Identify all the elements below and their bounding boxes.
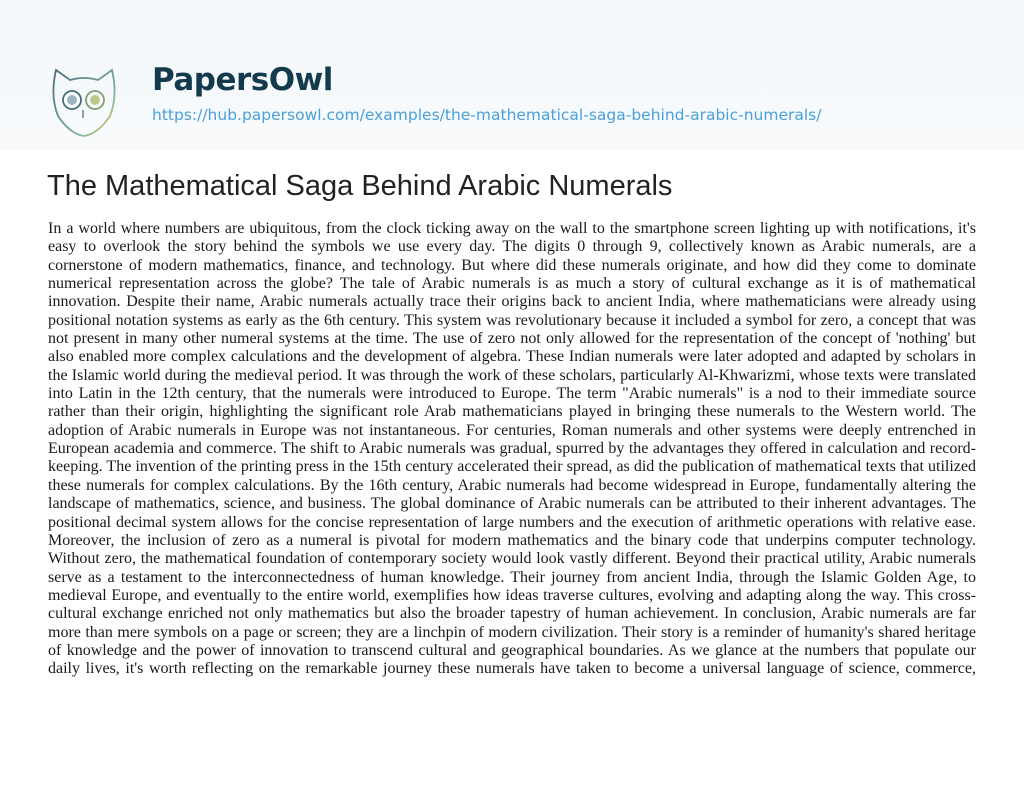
body-text-line: Moreover, the inclusion of zero as a numeral is pivotal for modern mathematics and the binary code that underpins computer technology. <box>48 531 976 549</box>
body-text-line: also enabled more complex calculations and the development of algebra. These Indian numerals were later adopted and adapted by scholars in <box>48 348 976 366</box>
site-header <box>0 0 1024 150</box>
essay-body <box>48 220 976 679</box>
body-text-line: more than mere symbols on a page or screen; they are a linchpin of modern civilization. Their story is a reminder of humanity's shared heritage <box>48 623 976 641</box>
body-text-line: easy to overlook the story behind the symbols we use every day. The digits 0 through 9, collectively known as Arabic numerals, are a <box>48 238 976 256</box>
body-text-line: keeping. The invention of the printing press in the 15th century accelerated their spread, as did the publication of mathematical texts that utilized <box>48 458 976 476</box>
body-text-line: Without zero, the mathematical foundation of contemporary society would look vastly different. Beyond their practical utility, Arabic numerals <box>48 550 976 568</box>
body-text-line: these numerals for complex calculations. By the 16th century, Arabic numerals had become widespread in Europe, fundamentally altering the <box>48 476 976 494</box>
body-text-line: not present in many other numeral systems at the time. The use of zero not only allowed for the representation of the concept of 'nothing' but <box>48 330 976 348</box>
body-text-line: serve as a testament to the interconnectedness of human knowledge. Their journey from ancient India, through the Islamic Golden Age, to <box>48 568 976 586</box>
body-text-line: rather than their origin, highlighting the significant role Arab mathematicians played in bringing these numerals to the Western world. The <box>48 403 976 421</box>
body-text-line: landscape of mathematics, science, and business. The global dominance of Arabic numerals can be attributed to their inherent advantages. The <box>48 495 976 513</box>
body-text-line: European academia and commerce. The shift to Arabic numerals was gradual, spurred by the advantages they offered in calculation and record- <box>48 440 976 458</box>
body-text-line: of knowledge and the power of innovation to transcend cultural and geographical boundaries. As we glance at the numbers that populate our <box>48 641 976 659</box>
body-text-line: positional notation systems as early as the 6th century. This system was revolutionary because it included a symbol for zero, a concept that was <box>48 311 976 329</box>
brand-name[interactable]: PapersOwl <box>152 62 333 98</box>
body-text-line: daily lives, it's worth reflecting on the remarkable journey these numerals have taken to become a universal language of science, commerce, <box>48 660 976 678</box>
body-text-line: adoption of Arabic numerals in Europe was not instantaneous. For centuries, Roman numerals and other systems were deeply entrenched in <box>48 421 976 439</box>
page-title: The Mathematical Saga Behind Arabic Numerals <box>47 170 673 202</box>
body-text-line: positional decimal system allows for the concise representation of large numbers and the execution of arithmetic operations with relative ease. <box>48 513 976 531</box>
body-text-line: medieval Europe, and eventually to the entire world, exemplifies how ideas traverse cultures, evolving and adapting along the way. This cross- <box>48 586 976 604</box>
body-text-line: cornerstone of modern mathematics, finance, and technology. But where did these numerals originate, and how did they come to dominate <box>48 256 976 274</box>
body-text-line: into Latin in the 12th century, that the numerals were introduced to Europe. The term "Arabic numerals" is a nod to their immediate source <box>48 385 976 403</box>
page-url-link[interactable]: https://hub.papersowl.com/examples/the-mathematical-saga-behind-arabic-numerals/ <box>152 106 822 124</box>
body-text-line: numerical representation across the globe? The tale of Arabic numerals is as much a story of cultural exchange as it is of mathematical <box>48 275 976 293</box>
owl-logo-icon <box>50 66 118 138</box>
body-text-line: cultural exchange enriched not only mathematics but also the broader tapestry of human achievement. In conclusion, Arabic numerals are far <box>48 605 976 623</box>
body-text-line: In a world where numbers are ubiquitous, from the clock ticking away on the wall to the smartphone screen lighting up with notifications, it's <box>48 220 976 237</box>
body-text-line: innovation. Despite their name, Arabic numerals actually trace their origins back to ancient India, where mathematicians were already using <box>48 293 976 311</box>
body-text-line: the Islamic world during the medieval period. It was through the work of these scholars, particularly Al-Khwarizmi, whose texts were translated <box>48 366 976 384</box>
